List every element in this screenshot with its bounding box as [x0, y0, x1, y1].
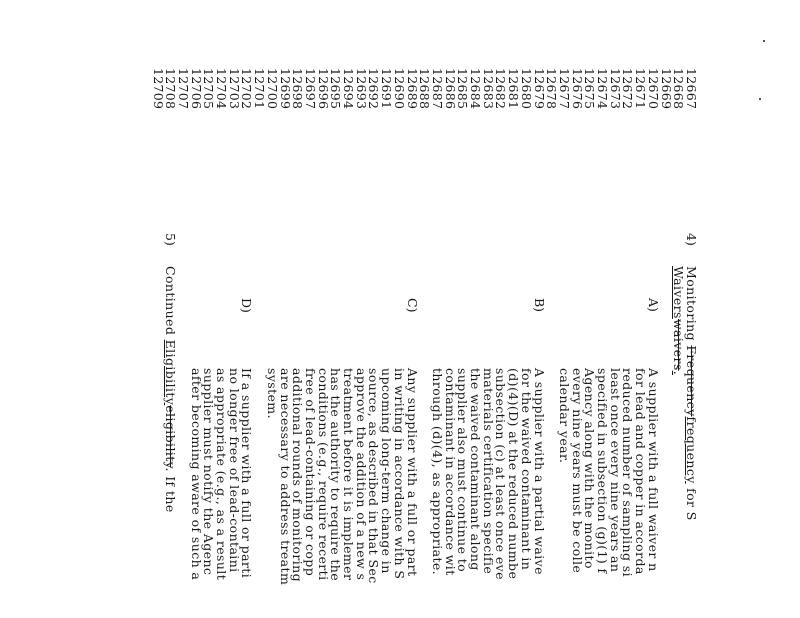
line-text [380, 368, 393, 574]
list-marker: C) [404, 298, 420, 313]
line-text [443, 368, 456, 576]
line-number: 12696 [315, 68, 331, 110]
line-text [316, 368, 329, 580]
line-number: 12707 [176, 68, 191, 110]
line-text [558, 368, 571, 463]
text-run: the waived contaminant along [468, 368, 484, 571]
text-run: A supplier with a partial waive [531, 368, 547, 575]
line-text [608, 368, 621, 572]
line-text [507, 368, 520, 579]
line-number: 12677 [557, 68, 572, 110]
line-text [456, 368, 469, 572]
line-number: 12705 [201, 68, 217, 110]
inserted-text: frequency [684, 416, 699, 484]
text-run: materials certification specifie [480, 368, 496, 575]
text-run: are necessary to address treatm [277, 368, 293, 586]
text-run: calendar year. [557, 368, 572, 464]
line-text [596, 368, 609, 574]
line-text [304, 368, 317, 576]
line-number: 12681 [506, 68, 522, 110]
text-run: . If the [163, 467, 179, 513]
text-run: for S [684, 483, 699, 521]
text-run: system. [264, 368, 280, 419]
line-text [672, 266, 685, 375]
line-number: 12669 [658, 68, 674, 110]
line-text [342, 368, 355, 580]
text-run: through (d)(4), as appropriate. [430, 368, 445, 576]
text-run: after becoming aware of such a [188, 368, 204, 581]
list-marker: B) [531, 298, 547, 313]
text-run: no longer free of lead-containi [226, 368, 242, 573]
text-run: Monitoring [684, 266, 699, 346]
text-run: supplier must notify the Agenc [201, 368, 217, 576]
line-number: 12692 [366, 68, 382, 110]
deleted-text: Frequency [684, 345, 699, 417]
text-run: in writing in accordance with S [391, 368, 407, 580]
line-text [291, 368, 304, 582]
text-run: for the waived contaminant in [518, 368, 534, 571]
text-run: treatment before it is implemer [341, 368, 357, 581]
text-run: contaminant in accordance wit [442, 368, 458, 576]
text-run: (d)(4)(D) at the reduced numbe [506, 368, 522, 580]
line-text [494, 368, 507, 580]
line-number: 12678 [544, 68, 560, 110]
line-text [189, 368, 202, 580]
line-text [240, 368, 253, 578]
inserted-text: Eligibility [163, 339, 179, 406]
scan-speck [763, 40, 765, 42]
inserted-text: . [671, 370, 687, 376]
line-number: 12686 [442, 68, 458, 110]
line-number: 12694 [341, 68, 357, 110]
line-number: 12668 [671, 68, 687, 110]
line-number: 12706 [188, 68, 204, 110]
line-number: 12695 [328, 68, 344, 110]
line-number: 12682 [493, 68, 509, 110]
line-number: 12670 [645, 68, 661, 110]
line-number: 12697 [303, 68, 318, 110]
line-text [583, 368, 596, 569]
line-text [278, 368, 291, 585]
line-text [621, 368, 634, 577]
list-marker: 5) [163, 233, 179, 246]
text-run: specified in subsection (g)(1) f [595, 368, 611, 574]
line-number: 12676 [569, 68, 585, 110]
text-run: conditions (e.g., require recerti [315, 368, 331, 581]
line-text [164, 266, 177, 513]
text-run: free of lead-containing or copp [303, 368, 318, 577]
line-text [634, 368, 647, 575]
line-number: 12685 [455, 68, 471, 110]
text-run: Any supplier with a full or part [404, 368, 420, 577]
line-number: 12691 [379, 68, 395, 110]
line-number: 12674 [595, 68, 611, 110]
line-number: 12708 [163, 68, 179, 110]
text-run: If a supplier with a full or parti [239, 368, 255, 579]
line-number: 12704 [214, 68, 230, 110]
scan-speck [759, 98, 761, 100]
line-number: 12688 [417, 68, 433, 110]
line-number: 12679 [531, 68, 547, 110]
line-text [481, 368, 494, 574]
line-number: 12690 [391, 68, 407, 110]
line-text [431, 368, 444, 575]
inserted-text: Waivers [671, 266, 687, 319]
line-number: 12671 [633, 68, 649, 110]
line-text [202, 368, 215, 575]
text-run: source, as described in that Sec [366, 368, 382, 584]
text-run: additional rounds of monitoring [290, 368, 306, 582]
line-text [354, 368, 367, 580]
line-number: 12687 [430, 68, 445, 110]
line-text [367, 368, 380, 584]
deleted-text: eligibility [163, 405, 179, 468]
line-number: 12673 [607, 68, 623, 110]
line-text [570, 368, 583, 573]
line-text [646, 368, 659, 572]
deleted-text: waivers [671, 318, 687, 371]
line-text [329, 368, 342, 581]
line-number: 12701 [252, 68, 268, 110]
line-text [469, 368, 482, 571]
text-run: reduced number of sampling si [620, 368, 636, 577]
list-marker: 4) [684, 233, 699, 246]
line-number: 12698 [290, 68, 306, 110]
list-marker: D) [239, 298, 255, 313]
line-number: 12689 [404, 68, 420, 110]
line-number: 12667 [684, 68, 699, 110]
text-run: as appropriate (e.g., as a result [214, 368, 230, 581]
text-run: approve the addition of a new s [353, 368, 369, 581]
line-text [265, 368, 278, 419]
line-number: 12680 [518, 68, 534, 110]
line-text [519, 368, 532, 570]
line-number: 12675 [582, 68, 598, 110]
line-number: 12703 [226, 68, 242, 110]
text-run: every nine years must be colle [569, 368, 585, 574]
text-run: upcoming long-term change in [379, 368, 395, 574]
line-number: 12683 [480, 68, 496, 110]
line-number: 12709 [150, 68, 166, 110]
text-run: Continued [163, 266, 179, 340]
text-run: for lead and copper in accorda [633, 368, 649, 575]
line-text [227, 368, 240, 573]
line-number: 12699 [277, 68, 293, 110]
text-run: subsection (c) at least once eve [493, 368, 509, 580]
line-number: 12684 [468, 68, 484, 110]
line-number: 12672 [620, 68, 636, 110]
line-text [392, 368, 405, 579]
line-text [685, 266, 698, 521]
line-number: 12693 [353, 68, 369, 110]
text-run: supplier also must continue to [455, 368, 471, 573]
line-number: 12700 [264, 68, 280, 110]
line-text [532, 368, 545, 575]
line-text [405, 368, 418, 576]
list-marker: A) [645, 298, 661, 312]
text-run: has the authority to require the [328, 368, 344, 582]
text-run: Agency along with the monito [582, 368, 598, 569]
text-run: A supplier with a full waiver n [645, 368, 661, 572]
line-number: 12702 [239, 68, 255, 110]
line-text [215, 368, 228, 580]
text-run: least once every nine years an [607, 368, 623, 573]
